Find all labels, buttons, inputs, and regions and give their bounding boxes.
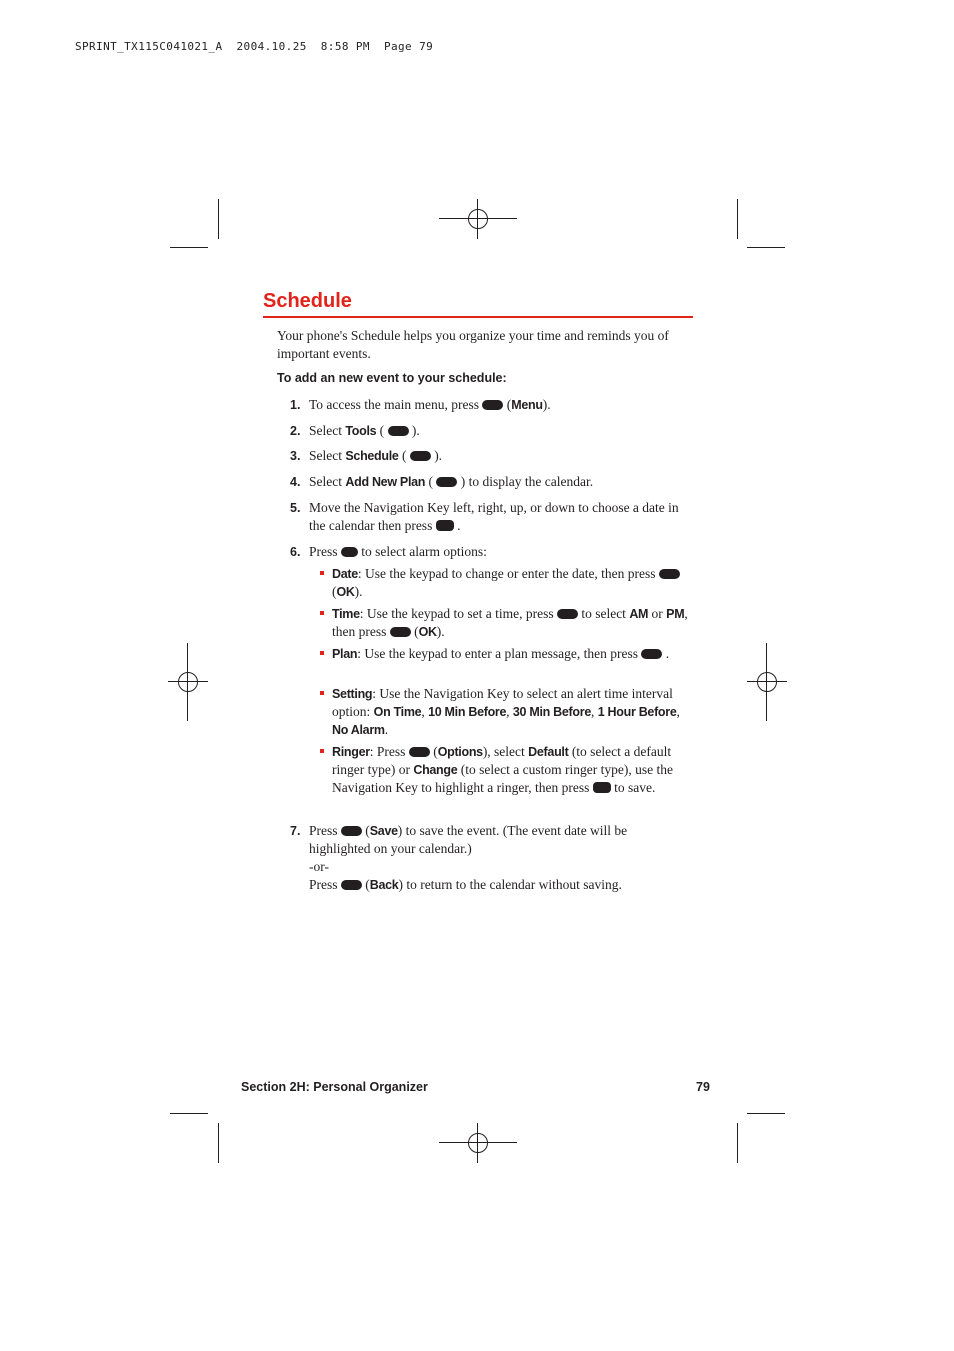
save-softkey-icon <box>341 826 362 836</box>
softkey-icon <box>341 547 358 557</box>
crop-mark <box>170 1113 208 1114</box>
ok-key-icon <box>436 520 454 531</box>
page-title: Schedule <box>263 290 352 312</box>
step-number: 1. <box>290 398 301 412</box>
registration-mark-top <box>439 199 517 239</box>
title-rule <box>263 316 693 318</box>
page-number: 79 <box>696 1080 710 1094</box>
bullet-icon <box>320 611 324 615</box>
print-slug: SPRINT_TX115C041021_A 2004.10.25 8:58 PM Page 79 <box>75 40 434 53</box>
right-softkey-icon <box>390 627 411 637</box>
registration-mark-right <box>747 643 787 721</box>
right-softkey-icon <box>641 649 662 659</box>
bullet-icon <box>320 571 324 575</box>
left-softkey-icon <box>409 747 430 757</box>
crop-mark <box>737 199 738 239</box>
crop-mark <box>747 247 785 248</box>
back-key-icon <box>341 880 362 890</box>
crop-mark <box>747 1113 785 1114</box>
registration-mark-left <box>168 643 208 721</box>
bullet-icon <box>320 651 324 655</box>
crop-mark <box>218 199 219 239</box>
ok-key-icon <box>593 782 611 793</box>
subheading: To add an new event to your schedule: <box>277 371 507 385</box>
bullet-icon <box>320 691 324 695</box>
right-softkey-icon <box>557 609 578 619</box>
crop-mark <box>170 247 208 248</box>
key-1-icon <box>410 451 431 461</box>
crop-mark <box>737 1123 738 1163</box>
crop-mark <box>218 1123 219 1163</box>
footer-section: Section 2H: Personal Organizer <box>241 1080 428 1094</box>
intro-paragraph: Your phone's Schedule helps you organize your time and reminds you of important events. <box>277 328 669 361</box>
key-1-icon <box>436 477 457 487</box>
right-softkey-icon <box>659 569 680 579</box>
menu-key-icon <box>482 400 503 410</box>
registration-mark-bottom <box>439 1123 517 1163</box>
bullet-icon <box>320 749 324 753</box>
key-8-icon <box>388 426 409 436</box>
